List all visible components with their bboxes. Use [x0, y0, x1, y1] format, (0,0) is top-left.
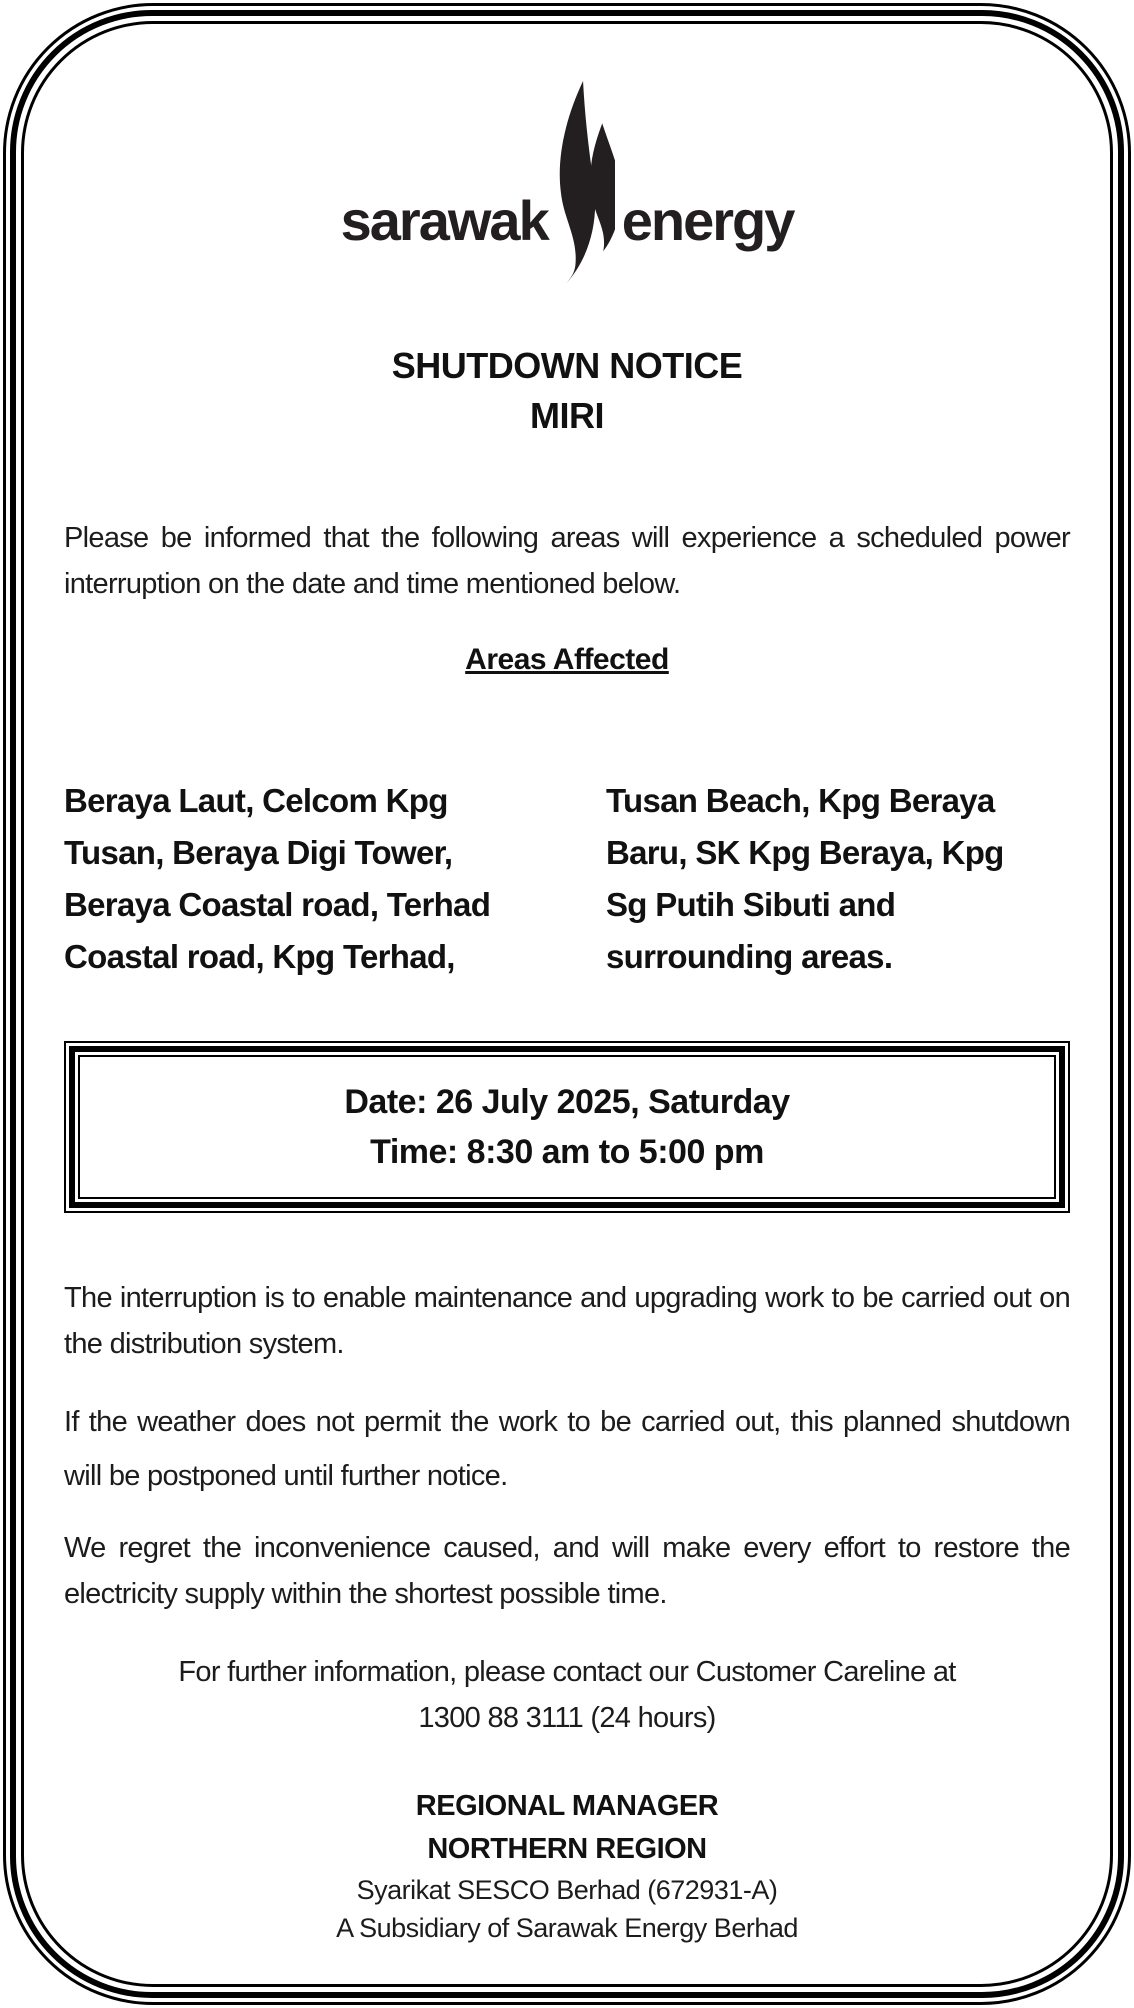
contact-phone-number: 1300 88 3111 (24 hours) [418, 1702, 716, 1734]
notice-title-block [64, 341, 1070, 441]
area-line: Beraya Laut, Celcom Kpg [64, 782, 448, 819]
area-line: Tusan Beach, Kpg Beraya [606, 782, 995, 819]
areas-affected-heading: Areas Affected [465, 643, 669, 676]
signature-subsidiary: A Subsidiary of Sarawak Energy Berhad [336, 1913, 798, 1943]
area-line: Coastal road, Kpg Terhad, [64, 938, 455, 975]
contact-text: For further information, please contact our Customer Careline at [178, 1656, 956, 1688]
logo-word-energy: energy [621, 189, 794, 252]
area-line: Tusan, Beraya Digi Tower, [64, 834, 453, 871]
schedule-box-inner [78, 1055, 1056, 1199]
sarawak-energy-logo [64, 0, 1070, 285]
notice-location: MIRI [530, 395, 604, 436]
paragraph-regret: We regret the inconvenience caused, and will make every effort to restore the electricity supply within the shortest possible time. [64, 1532, 1070, 1610]
schedule-time: Time: 8:30 am to 5:00 pm [370, 1133, 764, 1171]
signature-company: Syarikat SESCO Berhad (672931-A) [356, 1875, 778, 1905]
contact-block [64, 1649, 1070, 1741]
flame-icon [553, 81, 615, 283]
areas-column-right [606, 775, 1070, 983]
signature-region: NORTHERN REGION [427, 1833, 707, 1865]
paragraph-weather: If the weather does not permit the work to be carried out, this planned shutdown will be postponed until further notice. [64, 1406, 1070, 1492]
schedule-box-mid-border [69, 1046, 1065, 1208]
schedule-date: Date: 26 July 2025, Saturday [344, 1083, 790, 1121]
logo-word-sarawak: sarawak [340, 189, 548, 252]
signature-role: REGIONAL MANAGER [415, 1790, 719, 1822]
schedule-box [64, 1041, 1070, 1213]
area-line: Sg Putih Sibuti and [606, 886, 896, 923]
area-line: Beraya Coastal road, Terhad [64, 886, 491, 923]
intro-paragraph: Please be informed that the following areas will experience a scheduled power interruption on the date and time mentioned below. [64, 522, 1070, 600]
signature-block [64, 1785, 1070, 1947]
areas-affected-columns [64, 775, 1070, 983]
areas-column-left [64, 775, 528, 983]
area-line: surrounding areas. [606, 938, 893, 975]
area-line: Baru, SK Kpg Beraya, Kpg [606, 834, 1004, 871]
paragraph-maintenance: The interruption is to enable maintenance and upgrading work to be carried out on the distribution system. [64, 1282, 1070, 1360]
notice-title: SHUTDOWN NOTICE [391, 345, 743, 386]
